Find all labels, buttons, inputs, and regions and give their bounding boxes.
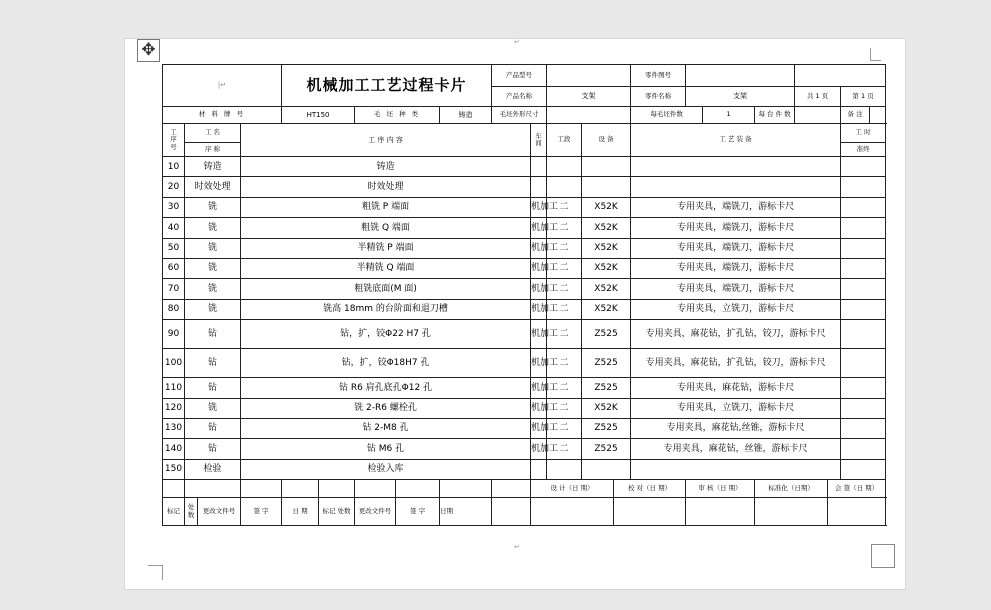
process-card-table — [162, 64, 886, 526]
blank-type-value[interactable]: 铸造 — [440, 107, 492, 124]
part-drawing-value[interactable] — [686, 65, 795, 87]
op-content-cell[interactable]: 粗铣底面(M 面) — [241, 279, 531, 299]
table-row — [163, 459, 886, 479]
op-name-cell[interactable]: 铣 — [185, 238, 241, 258]
standardize-label: 标准化（日期） — [755, 480, 828, 498]
op-content-cell[interactable]: 检验入库 — [241, 459, 531, 479]
table-row — [163, 218, 886, 238]
pieces-per-unit-label: 每 台 件 数 — [755, 107, 795, 124]
equipment-cell[interactable]: Z525 — [582, 439, 631, 459]
header-tooling: 工 艺 装 备 — [631, 124, 841, 157]
tooling-cell[interactable]: 专用夹具，立铣刀，游标卡尺 — [631, 299, 841, 319]
op-name-cell[interactable]: 检验 — [185, 459, 241, 479]
table-resize-handle[interactable] — [871, 544, 895, 568]
part-name-label: 零件名称 — [631, 87, 686, 107]
prep-hours-cell[interactable] — [841, 197, 886, 217]
remarks-label: 备 注 — [841, 107, 870, 124]
tooling-cell[interactable]: 专用夹具，麻花钻，扩孔钻，铰刀，游标卡尺 — [631, 349, 841, 378]
table-row — [163, 197, 886, 217]
section-cell[interactable] — [547, 177, 582, 197]
paragraph-mark: ↵ — [514, 38, 520, 46]
tooling-cell[interactable]: 专用夹具，端铣刀，游标卡尺 — [631, 238, 841, 258]
op-no-cell[interactable]: 100 — [163, 349, 185, 378]
revision-doc-label-2: 更改文件号 — [355, 498, 396, 526]
revision-blank[interactable] — [163, 480, 185, 498]
workshop-cell[interactable]: 机加工 — [531, 418, 547, 438]
product-model-value[interactable] — [547, 65, 631, 87]
prep-hours-cell[interactable] — [841, 279, 886, 299]
revision-blank[interactable] — [282, 480, 319, 498]
op-no-cell[interactable]: 60 — [163, 258, 185, 278]
header-hours: 工 时 — [841, 124, 886, 143]
prep-hours-cell[interactable] — [841, 238, 886, 258]
workshop-cell[interactable]: 机加工 — [531, 320, 547, 349]
table-row — [163, 279, 886, 299]
table-row — [163, 418, 886, 438]
equipment-cell[interactable]: X52K — [582, 218, 631, 238]
table-row — [163, 398, 886, 418]
table-row — [163, 439, 886, 459]
section-cell[interactable]: 二 — [547, 418, 582, 438]
op-no-cell[interactable]: 150 — [163, 459, 185, 479]
header-equipment: 设 备 — [582, 124, 631, 157]
prep-hours-cell[interactable] — [841, 299, 886, 319]
revision-blank[interactable] — [355, 480, 396, 498]
crop-mark — [148, 565, 163, 580]
section-cell[interactable]: 二 — [547, 218, 582, 238]
workshop-cell[interactable]: 机加工 — [531, 299, 547, 319]
op-content-cell[interactable]: 钻 R6 肩孔底孔Φ12 孔 — [241, 378, 531, 398]
op-content-cell[interactable]: 半精铣 Q 端面 — [241, 258, 531, 278]
prep-hours-cell[interactable] — [841, 349, 886, 378]
equipment-cell[interactable]: Z525 — [582, 349, 631, 378]
op-no-cell[interactable]: 50 — [163, 238, 185, 258]
pieces-per-blank-label: 每毛坯件数 — [631, 107, 703, 124]
revision-blank[interactable] — [492, 498, 531, 526]
blank-type-label: 毛 坯 种 类 — [355, 107, 440, 124]
section-cell[interactable]: 二 — [547, 258, 582, 278]
header-op-no: 工序号 — [163, 124, 185, 157]
revision-blank[interactable] — [396, 480, 440, 498]
workshop-cell[interactable]: 机加工 — [531, 218, 547, 238]
paragraph-mark: ↵ — [514, 543, 520, 551]
tooling-cell[interactable]: 专用夹具，端铣刀，游标卡尺 — [631, 218, 841, 238]
section-cell[interactable]: 二 — [547, 238, 582, 258]
op-no-cell[interactable]: 40 — [163, 218, 185, 238]
op-content-cell[interactable]: 粗铣 Q 端面 — [241, 218, 531, 238]
section-cell[interactable]: 二 — [547, 398, 582, 418]
tooling-cell[interactable]: 专用夹具，端铣刀，游标卡尺 — [631, 279, 841, 299]
design-sign-cell[interactable] — [531, 498, 614, 526]
remarks-value[interactable] — [870, 107, 886, 124]
product-name-label: 产品名称 — [492, 87, 547, 107]
op-no-cell[interactable]: 140 — [163, 439, 185, 459]
equipment-cell[interactable] — [582, 177, 631, 197]
material-grade-value[interactable]: HT150 — [282, 107, 355, 124]
prep-hours-cell[interactable] — [841, 218, 886, 238]
op-name-cell[interactable]: 铸造 — [185, 157, 241, 177]
workshop-cell[interactable]: 机加工 — [531, 238, 547, 258]
header-section: 工段 — [547, 124, 582, 157]
revision-date-label-2: 日期 — [440, 498, 492, 526]
equipment-cell[interactable]: X52K — [582, 197, 631, 217]
equipment-cell[interactable]: Z525 — [582, 418, 631, 438]
prep-hours-cell[interactable] — [841, 258, 886, 278]
op-no-cell[interactable]: 80 — [163, 299, 185, 319]
revision-sign-label: 签 字 — [241, 498, 282, 526]
op-no-cell[interactable]: 90 — [163, 320, 185, 349]
workshop-cell[interactable]: 机加工 — [531, 258, 547, 278]
tooling-cell[interactable]: 专用夹具，麻花钻，扩孔钻，铰刀，游标卡尺 — [631, 320, 841, 349]
equipment-cell[interactable] — [582, 157, 631, 177]
tooling-cell[interactable]: 专用夹具，麻花钻，丝锥，游标卡尺 — [631, 439, 841, 459]
page-number: 第 1 页 — [841, 87, 886, 107]
equipment-cell[interactable]: Z525 — [582, 378, 631, 398]
op-content-cell[interactable]: 半精铣 P 端面 — [241, 238, 531, 258]
op-name-cell[interactable]: 铣 — [185, 218, 241, 238]
op-no-cell[interactable]: 130 — [163, 418, 185, 438]
op-name-cell[interactable]: 钻 — [185, 418, 241, 438]
table-row — [163, 299, 886, 319]
material-grade-label: 材 料 牌 号 — [163, 107, 282, 124]
table-row — [163, 378, 886, 398]
op-name-cell[interactable]: 钻 — [185, 320, 241, 349]
revision-doc-label: 更改文件号 — [198, 498, 241, 526]
revision-blank[interactable] — [241, 480, 282, 498]
header-op-name-1: 工 名 — [185, 124, 241, 143]
op-name-cell[interactable]: 铣 — [185, 258, 241, 278]
workshop-cell[interactable] — [531, 177, 547, 197]
proofread-sign-cell[interactable] — [614, 498, 686, 526]
logo-cell: |↵ — [163, 65, 282, 107]
revision-count-label: 处数 — [185, 498, 198, 526]
tooling-cell[interactable]: 专用夹具，端铣刀，游标卡尺 — [631, 197, 841, 217]
op-no-cell[interactable]: 70 — [163, 279, 185, 299]
op-name-cell[interactable]: 时效处理 — [185, 177, 241, 197]
op-no-cell[interactable]: 110 — [163, 378, 185, 398]
section-cell[interactable]: 二 — [547, 320, 582, 349]
section-cell[interactable]: 二 — [547, 378, 582, 398]
tooling-cell[interactable] — [631, 157, 841, 177]
workshop-cell[interactable]: 机加工 — [531, 197, 547, 217]
equipment-cell[interactable]: X52K — [582, 238, 631, 258]
card-title: 机械加工工艺过程卡片 — [282, 65, 492, 107]
header-prep: 准终 — [841, 143, 886, 157]
workshop-cell[interactable] — [531, 157, 547, 177]
section-cell[interactable]: 二 — [547, 197, 582, 217]
table-row — [163, 238, 886, 258]
review-label: 审 核（日 期） — [686, 480, 755, 498]
design-label: 设 计（日 期） — [531, 480, 614, 498]
workshop-cell[interactable]: 机加工 — [531, 398, 547, 418]
op-name-cell[interactable]: 铣 — [185, 398, 241, 418]
table-row — [163, 320, 886, 349]
blank-size-value[interactable] — [547, 107, 631, 124]
tooling-cell[interactable]: 专用夹具，端铣刀，游标卡尺 — [631, 258, 841, 278]
table-row — [163, 177, 886, 197]
equipment-cell[interactable]: X52K — [582, 398, 631, 418]
revision-mark-label: 标记 — [163, 498, 185, 526]
table-row — [163, 349, 886, 378]
op-content-cell[interactable]: 钻 2-M8 孔 — [241, 418, 531, 438]
op-name-cell[interactable]: 钻 — [185, 378, 241, 398]
tooling-cell[interactable] — [631, 177, 841, 197]
op-no-cell[interactable]: 20 — [163, 177, 185, 197]
op-content-cell[interactable]: 钻，扩，铰Φ18H7 孔 — [241, 349, 531, 378]
part-drawing-label: 零件图号 — [631, 65, 686, 87]
revision-date-label: 日 期 — [282, 498, 319, 526]
product-model-label: 产品型号 — [492, 65, 547, 87]
revision-blank[interactable] — [492, 480, 531, 498]
op-name-cell[interactable]: 钻 — [185, 349, 241, 378]
revision-blank[interactable] — [319, 480, 355, 498]
equipment-cell[interactable]: X52K — [582, 299, 631, 319]
section-cell[interactable]: 二 — [547, 279, 582, 299]
prep-hours-cell[interactable] — [841, 378, 886, 398]
countersign-label: 会 签（日 期） — [828, 480, 886, 498]
op-name-cell[interactable]: 铣 — [185, 197, 241, 217]
header-content: 工 序 内 容 — [241, 124, 531, 157]
tooling-cell[interactable] — [631, 459, 841, 479]
tooling-cell[interactable]: 专用夹具，麻花钻,丝锥，游标卡尺 — [631, 418, 841, 438]
op-content-cell[interactable]: 时效处理 — [241, 177, 531, 197]
op-name-cell[interactable]: 铣 — [185, 299, 241, 319]
part-name-value[interactable]: 支架 — [686, 87, 795, 107]
prep-hours-cell[interactable] — [841, 418, 886, 438]
equipment-cell[interactable]: Z525 — [582, 320, 631, 349]
blank-size-label: 毛坯外形尺寸 — [492, 107, 547, 124]
prep-hours-cell[interactable] — [841, 459, 886, 479]
workshop-cell[interactable]: 机加工 — [531, 378, 547, 398]
crop-mark — [870, 48, 881, 61]
revision-blank[interactable] — [440, 480, 492, 498]
workshop-cell[interactable] — [531, 459, 547, 479]
standardize-sign-cell[interactable] — [755, 498, 828, 526]
equipment-cell[interactable]: X52K — [582, 258, 631, 278]
revision-sign-label-2: 签 字 — [396, 498, 440, 526]
equipment-cell[interactable] — [582, 459, 631, 479]
section-cell[interactable] — [547, 157, 582, 177]
workshop-cell[interactable]: 机加工 — [531, 349, 547, 378]
tooling-cell[interactable]: 专用夹具，立铣刀，游标卡尺 — [631, 398, 841, 418]
op-content-cell[interactable]: 粗铣 P 端面 — [241, 197, 531, 217]
revision-mark-label-2: 标记 处数 — [319, 498, 355, 526]
table-move-handle[interactable] — [137, 39, 160, 62]
section-cell[interactable] — [547, 459, 582, 479]
equipment-cell[interactable]: X52K — [582, 279, 631, 299]
pieces-per-unit-value[interactable] — [795, 107, 841, 124]
prep-hours-cell[interactable] — [841, 177, 886, 197]
product-name-value[interactable]: 支架 — [547, 87, 631, 107]
prep-hours-cell[interactable] — [841, 157, 886, 177]
header-workshop: 车间 — [531, 124, 547, 157]
table-row — [163, 258, 886, 278]
op-content-cell[interactable]: 钻 M6 孔 — [241, 439, 531, 459]
revision-blank[interactable] — [185, 480, 241, 498]
workshop-cell[interactable]: 机加工 — [531, 279, 547, 299]
header-op-name-2: 序 称 — [185, 143, 241, 157]
op-no-cell[interactable]: 30 — [163, 197, 185, 217]
move-icon: ✥ — [141, 40, 156, 60]
blank-cell — [795, 65, 886, 87]
section-cell[interactable]: 二 — [547, 299, 582, 319]
review-sign-cell[interactable] — [686, 498, 755, 526]
op-no-cell[interactable]: 120 — [163, 398, 185, 418]
pieces-per-blank-value[interactable]: 1 — [703, 107, 755, 124]
prep-hours-cell[interactable] — [841, 439, 886, 459]
section-cell[interactable]: 二 — [547, 349, 582, 378]
op-content-cell[interactable]: 铸造 — [241, 157, 531, 177]
tooling-cell[interactable]: 专用夹具，麻花钻，游标卡尺 — [631, 378, 841, 398]
table-row — [163, 157, 886, 177]
op-name-cell[interactable]: 铣 — [185, 279, 241, 299]
countersign-sign-cell[interactable] — [828, 498, 886, 526]
op-content-cell[interactable]: 铣高 18mm 的台阶面和退刀槽 — [241, 299, 531, 319]
total-pages: 共 1 页 — [795, 87, 841, 107]
workshop-cell[interactable]: 机加工 — [531, 439, 547, 459]
proofread-label: 校 对（日 期） — [614, 480, 686, 498]
op-no-cell[interactable]: 10 — [163, 157, 185, 177]
section-cell[interactable]: 二 — [547, 439, 582, 459]
op-name-cell[interactable]: 钻 — [185, 439, 241, 459]
prep-hours-cell[interactable] — [841, 320, 886, 349]
prep-hours-cell[interactable] — [841, 398, 886, 418]
op-content-cell[interactable]: 铣 2-R6 螺栓孔 — [241, 398, 531, 418]
op-content-cell[interactable]: 钻，扩，铰Φ22 H7 孔 — [241, 320, 531, 349]
